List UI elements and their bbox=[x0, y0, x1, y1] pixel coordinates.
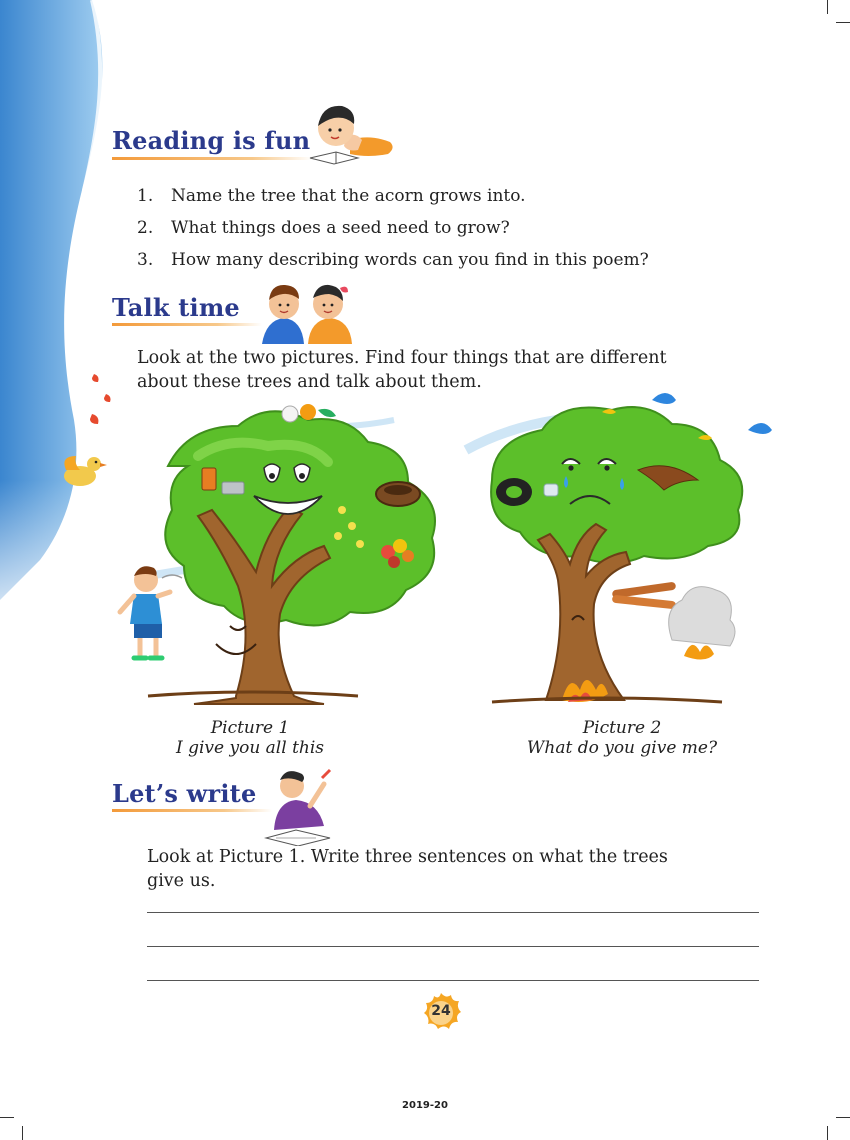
instruction-line: about these trees and talk about them. bbox=[137, 372, 482, 392]
question-number: 2. bbox=[137, 218, 154, 238]
picture-caption bbox=[130, 718, 370, 758]
reading-questions bbox=[137, 180, 649, 276]
write-instruction bbox=[147, 845, 668, 893]
question-number: 3. bbox=[137, 250, 154, 270]
writing-line[interactable] bbox=[147, 946, 759, 947]
question-text: Name the tree that the acorn grows into. bbox=[171, 186, 526, 206]
question-text: What things does a seed need to grow? bbox=[171, 218, 510, 238]
instruction-line: Look at Picture 1. Write three sentences on what the trees bbox=[147, 847, 668, 867]
write-heading: Let’s write bbox=[112, 779, 257, 808]
picture-title: Picture 2 bbox=[582, 718, 662, 738]
list-item bbox=[137, 244, 649, 276]
list-item bbox=[137, 180, 649, 212]
boy-blowing-icon bbox=[116, 560, 188, 666]
writing-line[interactable] bbox=[147, 912, 759, 913]
picture-subtitle: What do you give me? bbox=[526, 738, 718, 758]
edition-year: 2019-20 bbox=[402, 1100, 448, 1111]
heading-underline bbox=[112, 157, 312, 160]
writing-line[interactable] bbox=[147, 980, 759, 981]
bird-icon bbox=[58, 448, 108, 494]
heading-underline bbox=[112, 809, 272, 812]
page-number: 24 bbox=[431, 1003, 451, 1019]
crop-mark bbox=[827, 0, 828, 14]
crop-mark bbox=[836, 1117, 850, 1118]
children-talking-icon bbox=[258, 278, 354, 344]
crop-mark bbox=[22, 1126, 23, 1140]
list-item bbox=[137, 212, 649, 244]
crop-mark bbox=[827, 1126, 828, 1140]
boy-writing-icon bbox=[262, 768, 336, 846]
sad-tree-illustration bbox=[462, 380, 782, 710]
picture-subtitle: I give you all this bbox=[175, 738, 325, 758]
crop-mark bbox=[836, 22, 850, 23]
girl-reading-icon bbox=[306, 100, 400, 170]
talk-heading: Talk time bbox=[112, 293, 240, 322]
instruction-line: Look at the two pictures. Find four things that are different bbox=[137, 348, 667, 368]
picture-caption bbox=[492, 718, 752, 758]
question-number: 1. bbox=[137, 186, 154, 206]
picture-title: Picture 1 bbox=[210, 718, 290, 738]
reading-heading: Reading is fun bbox=[112, 126, 311, 155]
instruction-line: give us. bbox=[147, 871, 216, 891]
question-text: How many describing words can you find in this poem? bbox=[171, 250, 649, 270]
heading-underline bbox=[112, 323, 262, 326]
crop-mark bbox=[0, 1117, 14, 1118]
